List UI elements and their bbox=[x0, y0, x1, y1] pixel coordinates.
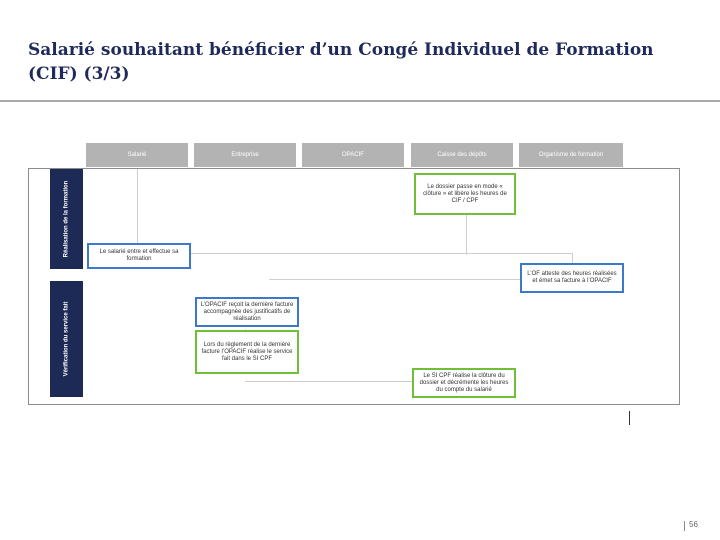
phase-verification bbox=[50, 281, 83, 397]
lane-header-caisse-depots: Caisse des dépôts bbox=[411, 143, 513, 167]
page-number: 56 bbox=[689, 520, 698, 529]
phase-realisation-label: Réalisation de la formation bbox=[63, 180, 70, 258]
step-opacif-service-fait: Lors du règlement de la dernière facture l’OPACIF réalise le service fait dans le SI CPF bbox=[195, 330, 299, 374]
step-of-atteste-heures: L’OF atteste des heures réalisées et émet sa facture à l’OPACIF bbox=[520, 263, 624, 293]
lane-header-organisme-formation: Organisme de formation bbox=[519, 143, 623, 167]
connector-line bbox=[137, 253, 573, 254]
step-si-cpf-cloture: Le SI CPF réalise la clôture du dossier et décrémente les heures du compte du salarié bbox=[412, 368, 516, 398]
phase-verification-label: Vérification du service fait bbox=[63, 301, 70, 377]
process-diagram bbox=[28, 143, 680, 405]
connector-line bbox=[245, 381, 413, 382]
lane-header-entreprise: Entreprise bbox=[194, 143, 296, 167]
connector-line bbox=[572, 253, 573, 263]
phase-realisation bbox=[50, 169, 83, 269]
diagram-frame bbox=[28, 168, 680, 405]
step-cloture-liberation-heures: Le dossier passe en mode « clôture » et libère les heures de CIF / CPF bbox=[414, 173, 516, 215]
connector-line bbox=[466, 215, 467, 255]
slide-title: Salarié souhaitant bénéficier d’un Congé Individuel de Formation (CIF) (3/3) bbox=[28, 40, 654, 84]
page-number-divider bbox=[684, 521, 685, 531]
lane-header-salarie: Salarié bbox=[86, 143, 188, 167]
lane-header-opacif: OPACIF bbox=[302, 143, 404, 167]
step-salarie-formation: Le salarié entre et effectue sa formation bbox=[87, 243, 191, 269]
title-divider bbox=[0, 100, 720, 102]
connector-line bbox=[137, 169, 138, 243]
vertical-marker bbox=[629, 411, 630, 425]
step-opacif-recoit-facture: L’OPACIF reçoit la dernière facture accompagnée des justificatifs de réalisation bbox=[195, 297, 299, 327]
